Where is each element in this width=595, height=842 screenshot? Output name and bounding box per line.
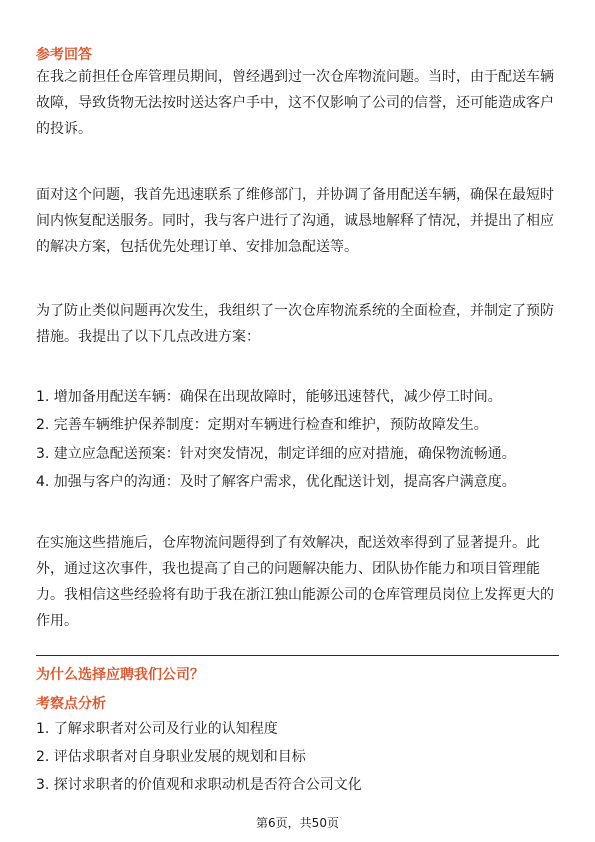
page-number: 第6页，共50页: [256, 816, 339, 830]
answer-conclusion: 在实施这些措施后，仓库物流问题得到了有效解决，配送效率得到了显著提升。此外，通过这次事件，我也提高了自己的问题解决能力、团队协作能力和项目管理能力。我相信这些经验将有助于我在浙江独山能源公司的仓库管理员岗位上发挥更大的作用。: [36, 535, 554, 629]
question-title: 为什么选择应聘我们公司？: [36, 667, 204, 683]
reference-answer-heading: 参考回答: [36, 47, 92, 63]
answer-paragraph-1: 在我之前担任仓库管理员期间，曾经遇到过一次仓库物流问题。当时，由于配送车辆故障，导致货物无法按时送达客户手中，这不仅影响了公司的信誉，还可能造成客户的投诉。: [36, 69, 554, 137]
answer-paragraph-3: 为了防止类似问题再次发生，我组织了一次仓库物流系统的全面检查，并制定了预防措施。我提出了以下几点改进方案：: [36, 303, 554, 345]
section-divider: [36, 655, 559, 656]
analysis-point-2: 2. 评估求职者对自身职业发展的规划和目标: [36, 749, 306, 765]
measure-item-4: 4. 加强与客户的沟通：及时了解客户需求，优化配送计划，提高客户满意度。: [36, 474, 516, 490]
answer-paragraph-2: 面对这个问题，我首先迅速联系了维修部门，并协调了备用配送车辆，确保在最短时间内恢复配送服务。同时，我与客户进行了沟通，诚恳地解释了情况，并提出了相应的解决方案，包括优先处理订单、安排加急配送等。: [36, 187, 554, 255]
measure-item-2: 2. 完善车辆维护保养制度：定期对车辆进行检查和维护，预防故障发生。: [36, 417, 488, 433]
measure-item-3: 3. 建立应急配送预案：针对突发情况，制定详细的应对措施，确保物流畅通。: [36, 446, 516, 462]
analysis-heading: 考察点分析: [36, 696, 106, 712]
analysis-point-1: 1. 了解求职者对公司及行业的认知程度: [36, 721, 278, 737]
measure-item-1: 1. 增加备用配送车辆：确保在出现故障时，能够迅速替代，减少停工时间。: [36, 389, 502, 405]
analysis-point-3: 3. 探讨求职者的价值观和求职动机是否符合公司文化: [36, 777, 362, 793]
